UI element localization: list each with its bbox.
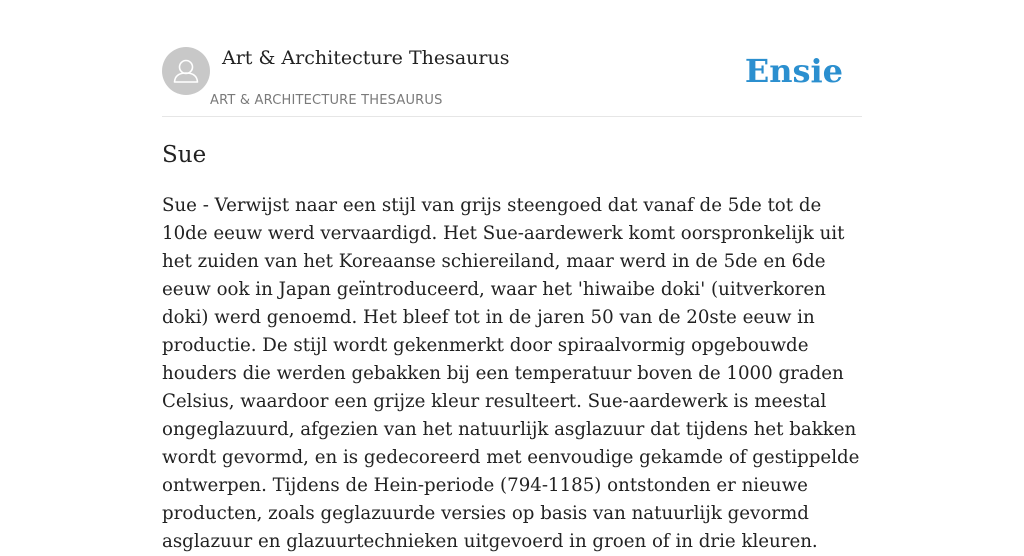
- definition-text: Sue - Verwijst naar een stijl van grijs steengoed dat vanaf de 5de tot de 10de eeuw werd vervaardigd. Het Sue-aardewerk komt oorspronkelijk uit het zuiden van het Koreaanse schiereiland, maar werd in de 5de en 6de eeuw ook in Japan geïntroduceerd, waar het 'hiwaibe doki' (uitverkoren doki) werd genoemd. Het bleef tot in de jaren 50 van de 20ste eeuw in productie. De stijl wordt gekenmerkt door spiraalvormig opgebouwde houders die werden gebakken bij een temperatuur boven de 1000 graden Celsius, waardoor een grijze kleur resulteert. Sue-aardewerk is meestal ongeglazuurd, afgezien van het natuurlijk asglazuur dat tijdens het bakken wordt gevormd, en is gedecoreerd met eenvoudige gekamde of gestippelde ontwerpen. Tijdens de Hein-periode (794-1185) ontstonden er nieuwe producten, zoals geglazuurde versies op basis van natuurlijk gevormd asglazuur en glazuurtechnieken uitgevoerd in groen of in drie kleuren.: [162, 195, 860, 552]
- page-title: Sue: [162, 142, 207, 168]
- avatar[interactable]: [162, 47, 210, 95]
- source-title[interactable]: Art & Architecture Thesaurus: [222, 47, 510, 69]
- user-icon: [162, 47, 210, 95]
- source-subtitle[interactable]: ART & ARCHITECTURE THESAURUS: [210, 93, 443, 108]
- brand-logo[interactable]: Ensie: [744, 52, 843, 90]
- entry-header: [162, 46, 862, 117]
